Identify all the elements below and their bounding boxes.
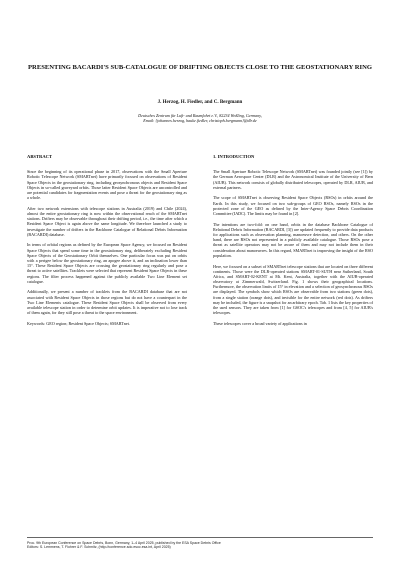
abstract-heading: ABSTRACT xyxy=(27,154,53,159)
introduction-paragraph: The scope of SMARTnet is observing Resident Space Objects (RSOs) in orbits around the Earth. In this study, we focused on two sub-groups of GEO RSOs, namely RSOs in the protected zone of the GEO as defined by the Inter-Agency Space Debris Coordination Committee (IADC). The limits may be found in [2]. xyxy=(213,195,373,216)
affiliation-line: Deutsches Zentrum für Luft- und Raumfahrt e.V., 82234 Weßling, Germany, xyxy=(138,113,262,118)
introduction-column xyxy=(213,154,373,332)
abstract-paragraph: In terms of orbital regions as defined by the European Space Agency, we focused on Resident Space Objects that spend some time in the geostationary ring, deliberately excluding Resident Space Objects of the Geostationary Orbit themselves. One particular focus was put on orbits with a perigee below the geostationary ring, an apogee above it, and an inclination lower than 15°. These Resident Space Objects are crossing the geostationary ring regularly and pose a threat to active satellites. Tracklets were selected that represent Resident Space Objects in these regions. The filter process happened against the publicly available Two Line Element set catalogue. xyxy=(27,242,187,284)
abstract-paragraph: After two network extensions with telescope stations in Australia (2019) and Chile (2024), almost the entire geostationary ring is now within the observational reach of the SMARTnet stations. Drifters may be observable throughout their drifting period, i.e., the time after which a Resident Space Object is again above the same longitude. We therefore launched a study to investigate the number of drifters in the Backbone Catalogue of Relational Debris Information (BACARDI) database. xyxy=(27,205,187,237)
introduction-heading: 1. INTRODUCTION xyxy=(213,154,255,159)
paper-title: PRESENTING BACARDI'S SUB-CATALOGUE OF DRIFTING OBJECTS CLOSE TO THE GEOSTATIONARY RING xyxy=(28,64,372,71)
affiliation xyxy=(40,113,360,124)
abstract-paragraph: Additionally, we present a number of tracklets from the BACARDI database that are not associated with Resident Space Objects in those regions but do not have a counterpart in the Two Line Elements catalogue. These Resident Space Objects shall be observed from every available telescope station in order to determine orbit updates. It is imperative not to lose track of them again, for they still pose a threat to the space environment. xyxy=(27,289,187,316)
author-list: J. Herzog, H. Fiedler, and C. Bergmann xyxy=(157,100,243,105)
page-footer xyxy=(27,537,373,550)
footer-editors: Editors: S. Lemmens, T. Flohrer & F. Schmitz, (http://conference.sdo.esoc.esa.int, April 2025) xyxy=(27,545,171,550)
introduction-paragraph: The intentions are two-fold: on one hand, orbits in the database Backbone Catalogue of Relational Debris Information (BACARDI, [3]) are updated frequently to provide data products for applications such as observation planning, manoeuvre detection, and others. On the other hand, there are RSOs not represented in a publicly available catalogue. Those RSOs pose a threat as satellite operators may not be aware of them and may not include them in their consideration about manoeuvres. In this regard, SMARTnet is improving the insight of the RSO population. xyxy=(213,221,373,258)
footer-proceedings: Proc. 9th European Conference on Space Debris, Bonn, Germany, 1–4 April 2025, published by the ESA Space Debris Office xyxy=(27,540,221,545)
introduction-paragraph: These telescopes cover a broad variety of applications in xyxy=(213,320,307,326)
abstract-column xyxy=(27,154,187,332)
introduction-paragraph: Here, we focused on a subset of SMARTnet telescope stations that are located on three different continents. Those were the DLR-operated stations SMART-01-SUTH near Sutherland, South Africa, and SMART-02-KENT at Mt. Kent, Australia, together with the AIUB-operated observatory at Zimmerwald, Switzerland. Fig. 1 shows their geographical locations. Furthermore, the observation limits of 15° in elevation and a selection of geosynchronous RSOs are displayed. The symbols show which RSOs are observable from two stations (green dots), from a single station (orange dots), and invisible for the entire network (red dots). As drifters may be included, the figure is a snapshot for an arbitrary epoch. Tab. 1 lists the key properties of the used sensors. They are taken from [1] for GSOC's telescopes and from [4, 5] for AIUB's telescopes. xyxy=(213,263,373,316)
introduction-paragraph: The Small Aperture Robotic Telescope Network (SMARTnet) was founded jointly (see [1]) by the German Aerospace Center (DLR) and the Astronomical Institute of the University of Bern (AIUB). This network consists of globally distributed telescopes, operated by DLR, AIUB, and external partners. xyxy=(213,169,373,190)
abstract-paragraph: Since the beginning of its operational phase in 2017, observations with the Small Aperture Robotic Telescope Network (SMARTnet) have primarily focused on observations of Resident Space Objects in the geostationary ring, including geosynchronous objects and Resident Space Objects in so-called graveyard orbits. Those latter Resident Space Objects are uncontrolled and are potential candidates for fragmentation events and pose a threat for the geostationary ring as a whole. xyxy=(27,169,187,201)
keywords: Keywords: GEO region; Resident Space Objects; SMARTnet. xyxy=(27,320,130,326)
email-line: Email: {johannes.herzog, hauke.fiedler, christoph.bergmann}@dlr.de xyxy=(143,118,257,124)
